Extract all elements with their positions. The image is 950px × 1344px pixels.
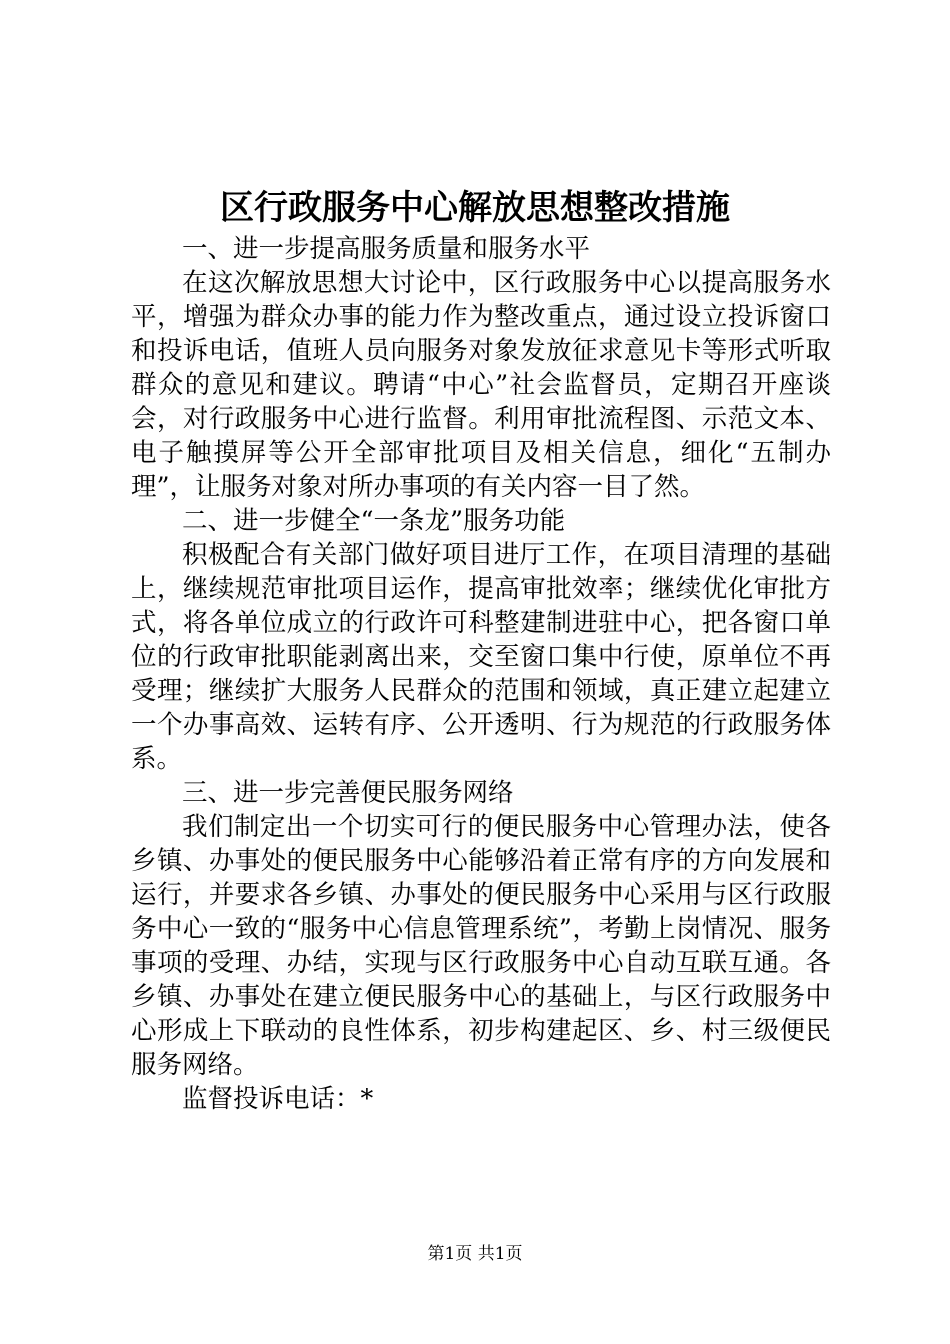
section-heading-2: 二、进一步健全“一条龙”服务功能 xyxy=(182,506,566,536)
section-paragraph-3: 我们制定出一个切实可行的便民服务中心管理办法，使各乡镇、办事处的便民服务中心能够沿着正常有序的方向发展和运行，并要求各乡镇、办事处的便民服务中心采用与区行政服务中心一致的“服务中心信息管理系统”，考勤上岗情况、服务事项的受理、办结，实现与区行政服务中心自动互联互通。各乡镇、办事处在建立便民服务中心的基础上，与区行政服务中心形成上下联动的良性体系，初步构建起区、乡、村三级便民服务网络。 xyxy=(131,812,831,1080)
section-heading-3: 三、进一步完善便民服务网络 xyxy=(182,778,514,808)
section-paragraph-1: 在这次解放思想大讨论中，区行政服务中心以提高服务水平，增强为群众办事的能力作为整改重点，通过设立投诉窗口和投诉电话，值班人员向服务对象发放征求意见卡等形式听取群众的意见和建议。聘请“中心”社会监督员，定期召开座谈会，对行政服务中心进行监督。利用审批流程图、示范文本、电子触摸屏等公开全部审批项目及相关信息，细化“五制办理”，让服务对象对所办事项的有关内容一目了然。 xyxy=(131,268,831,502)
section-heading-1: 一、进一步提高服务质量和服务水平 xyxy=(182,234,591,264)
page-footer: 第1页 共1页 xyxy=(427,1244,523,1264)
document-title: 区行政服务中心解放思想整改措施 xyxy=(220,188,730,228)
complaint-hotline: 监督投诉电话：* xyxy=(182,1084,374,1114)
document-body xyxy=(131,232,831,1116)
section-paragraph-2: 积极配合有关部门做好项目进厅工作，在项目清理的基础上，继续规范审批项目运作，提高审批效率；继续优化审批方式，将各单位成立的行政许可科整建制进驻中心，把各窗口单位的行政审批职能剥离出来，交至窗口集中行使，原单位不再受理；继续扩大服务人民群众的范围和领域，真正建立起建立一个办事高效、运转有序、公开透明、行为规范的行政服务体系。 xyxy=(131,540,831,774)
